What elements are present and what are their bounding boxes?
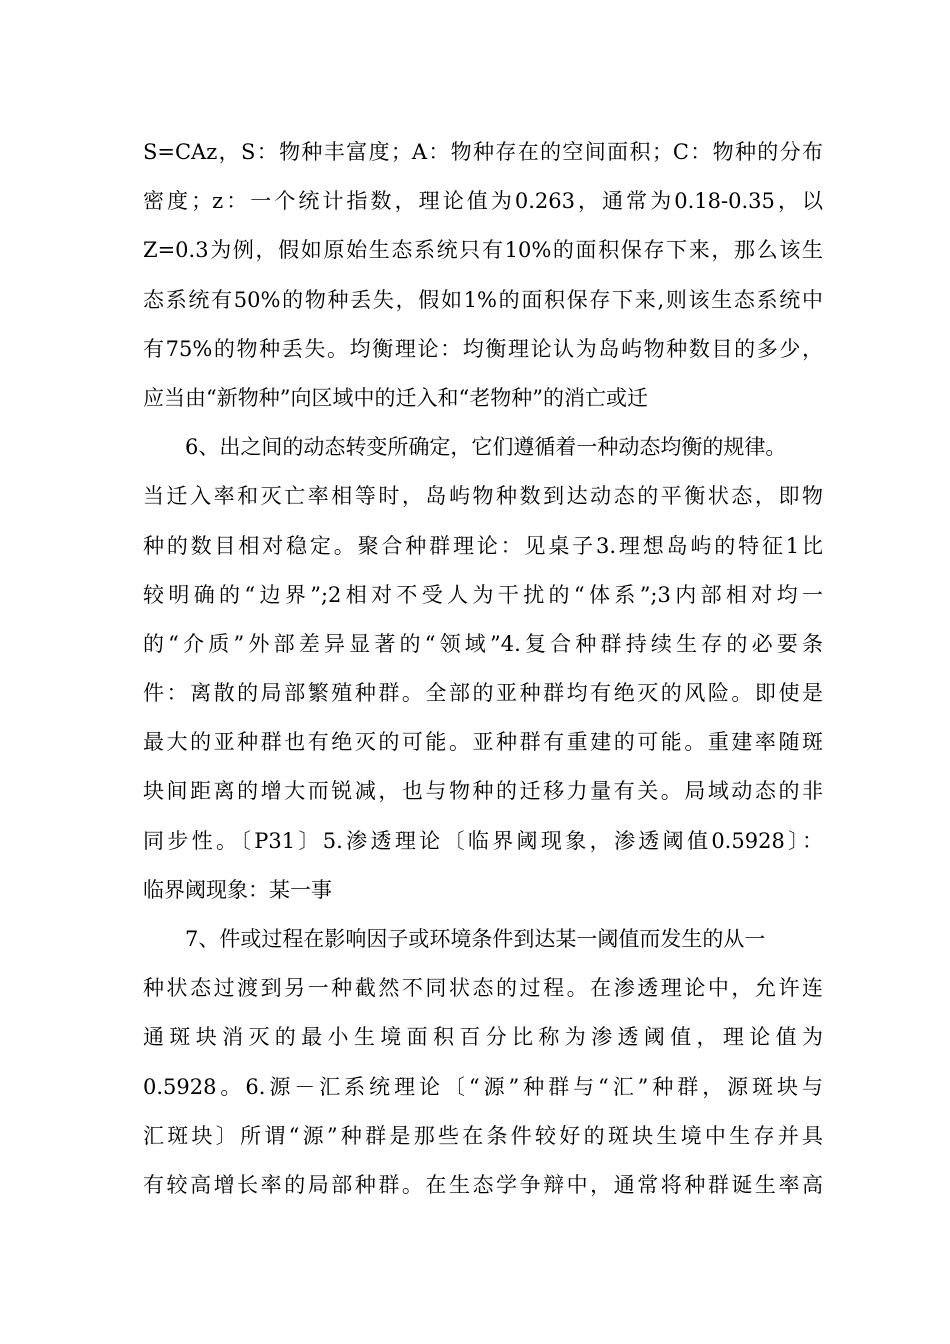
document-body bbox=[143, 128, 823, 1210]
text-line: 密度；z：一个统计指数，理论值为0.263，通常为0.18-0.35，以 bbox=[143, 189, 823, 214]
text-line: 件：离散的局部繁殖种群。全部的亚种群均有绝灭的风险。即使是 bbox=[143, 681, 823, 706]
text-line: 0.5928。6.源－汇系统理论〔“源”种群与“汇”种群，源斑块与 bbox=[143, 1074, 823, 1099]
text-line: 块间距离的增大而锐减，也与物种的迁移力量有关。局域动态的非 bbox=[143, 779, 823, 804]
text-line: 同步性。〔P31〕5.渗透理论〔临界阈现象，渗透阈值0.5928〕： bbox=[143, 828, 823, 853]
text-line: 较明确的“边界”;2相对不受人为干扰的“体系”;3内部相对均一 bbox=[143, 582, 823, 607]
text-line: 应当由“新物种”向区域中的迁入和“老物种”的消亡或迁 bbox=[143, 385, 648, 410]
text-line: 汇斑块〕所谓“源”种群是那些在条件较好的斑块生境中生存并具 bbox=[143, 1123, 823, 1148]
text-line: Z=0.3为例，假如原始生态系统只有10%的面积保存下来，那么该生 bbox=[143, 238, 823, 263]
text-line: S=CAz，S：物种丰富度；A：物种存在的空间面积；C：物种的分布 bbox=[143, 140, 823, 164]
paragraph-start-line: 7、件或过程在影响因子或环境条件到达某一阈值而发生的从一 bbox=[185, 927, 766, 951]
text-line: 有75%的物种丢失。均衡理论：均衡理论认为岛屿物种数目的多少， bbox=[143, 336, 823, 361]
text-line: 的“介质”外部差异显著的“领域”4.复合种群持续生存的必要条 bbox=[143, 631, 823, 656]
text-line: 当迁入率和灭亡率相等时，岛屿物种数到达动态的平衡状态，即物 bbox=[143, 484, 823, 509]
text-line: 有较高增长率的局部种群。在生态学争辩中，通常将种群诞生率高 bbox=[143, 1172, 823, 1197]
paragraph-start-line: 6、出之间的动态转变所确定，它们遵循着一种动态均衡的规律。 bbox=[185, 435, 787, 460]
text-line: 种状态过渡到另一种截然不同状态的过程。在渗透理论中，允许连 bbox=[143, 976, 823, 1001]
text-line: 通斑块消灭的最小生境面积百分比称为渗透阈值，理论值为 bbox=[143, 1025, 823, 1050]
text-line: 最大的亚种群也有绝灭的可能。亚种群有重建的可能。重建率随斑 bbox=[143, 730, 823, 755]
text-line: 种的数目相对稳定。聚合种群理论：见桌子3.理想岛屿的特征1比 bbox=[143, 533, 823, 558]
text-line: 临界阈现象：某一事 bbox=[143, 877, 332, 902]
text-line: 态系统有50%的物种丢失，假如1%的面积保存下来,则该生态系统中 bbox=[143, 287, 823, 312]
